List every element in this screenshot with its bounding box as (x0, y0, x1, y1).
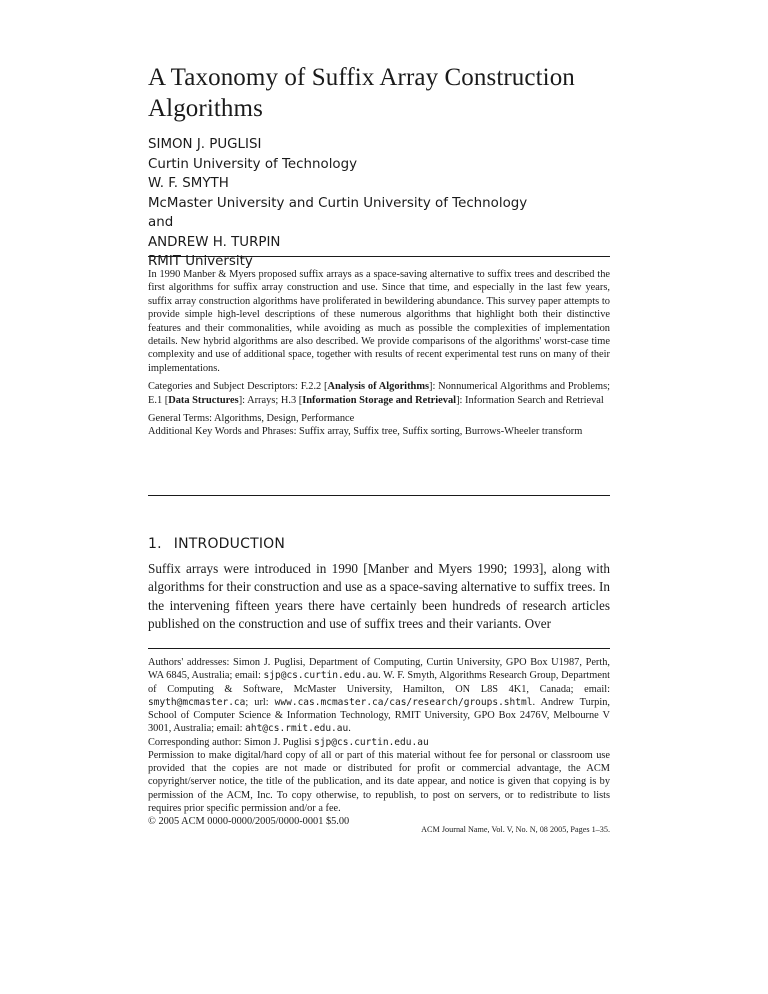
categories-label: Categories and Subject Descriptors: (148, 381, 298, 393)
key-words: Additional Key Words and Phrases: Suffix array, Suffix tree, Suffix sorting, Burrows-Wheeler transform (148, 426, 583, 438)
email-link[interactable]: sjp@cs.curtin.edu.au (263, 670, 379, 682)
category-name: Data Structures (168, 394, 239, 406)
abstract-block (148, 268, 610, 444)
journal-footer: ACM Journal Name, Vol. V, No. N, 08 2005, Pages 1–35. (421, 825, 610, 834)
email-link[interactable]: smyth@mcmaster.ca (148, 696, 246, 708)
category-text: ]: Arrays; (238, 394, 279, 406)
section-number: 1. (148, 536, 162, 552)
url-link[interactable]: www.cas.mcmaster.ca/cas/research/groups.shtml (274, 696, 533, 708)
author-name: W. F. SMYTH (148, 176, 229, 191)
section-title: INTRODUCTION (173, 536, 286, 552)
category-text: ]: Nonnumerical Algorithms and Problems; (429, 381, 610, 393)
footnote-block (148, 656, 610, 828)
address-text: . W. F. Smyth, Algorithms Research Group, Department of Computing & Software, McMaster University, Hamilton, ON L8S 4K1, Canada; email: (148, 670, 610, 695)
category-text: ]: Information Search and Retrieval (456, 394, 604, 406)
category-code: F.2.2 [ (300, 381, 328, 393)
category-code: H.3 [ (280, 394, 303, 406)
introduction-paragraph: Suffix arrays were introduced in 1990 [Manber and Myers 1990; 1993], along with algorithms for their construction and use as a space-saving alternative to suffix trees. In the intervening fifteen years there have certainly been hundreds of research articles published on the construction and use of suffix trees and their variants. Over (148, 561, 610, 631)
author-conjunction: and (148, 215, 174, 230)
author-name: ANDREW H. TURPIN (148, 234, 281, 250)
corresponding-label: Corresponding author: Simon J. Puglisi (148, 736, 312, 748)
footnote-rule (148, 648, 610, 649)
authors-addresses (148, 656, 610, 736)
abstract-top-rule (148, 256, 610, 257)
author-affiliation: RMIT University (148, 254, 253, 269)
address-text: . Andrew Turpin, School of Computer Science & Information Technology, RMIT University, GPO Box 2476V, Melbourne V 3001, Australia; email: (148, 696, 610, 735)
author-affiliation: Curtin University of Technology (148, 156, 358, 172)
section-heading (148, 536, 285, 552)
abstract-text: In 1990 Manber & Myers proposed suffix arrays as a space-saving alternative to suffix trees and described the first algorithms for suffix array construction and use. Since that time, and especially in the last few years, suffix array construction algorithms have proliferated in bewildering abundance. This survey paper attempts to provide simple high-level descriptions of these numerous algorithms that highlight both their distinctive features and their commonalities, while avoiding as much as possible the complexities of implementation details. New hybrid algorithms are also described. We provide comparisons of the algorithms' worst-case time complexity and use of additional space, together with results of recent experimental test runs on many of their implementations. (148, 269, 610, 374)
paper-title: A Taxonomy of Suffix Array Construction Algorithms (148, 64, 575, 122)
categories-descriptors (148, 380, 610, 407)
general-terms: General Terms: Algorithms, Design, Performance (148, 413, 355, 425)
email-link[interactable]: sjp@cs.curtin.edu.au (314, 736, 429, 748)
address-text: . (348, 723, 351, 735)
address-text: ; url: (245, 696, 269, 708)
email-link[interactable]: aht@cs.rmit.edu.au (245, 723, 349, 735)
author-block (148, 135, 527, 272)
permission-notice: Permission to make digital/hard copy of all or part of this material without fee for personal or classroom use provided that the copies are not made or distributed for profit or commercial advantage, the ACM copyright/server notice, the title of the publication, and its date appear, and notice is given that copying is by permission of the ACM, Inc. To copy otherwise, to republish, to post on servers, or to redistribute to lists requires prior specific permission and/or a fee. (148, 749, 610, 814)
author-name: SIMON J. PUGLISI (148, 137, 262, 152)
corresponding-author (148, 736, 610, 749)
copyright-notice: © 2005 ACM 0000-0000/2005/0000-0001 $5.00 (148, 816, 350, 827)
address-text: Authors' addresses: Simon J. Puglisi, Department of Computing, Curtin University, GPO Box U1987, Perth, WA 6845, Australia; email: (148, 657, 610, 682)
abstract-bottom-rule (148, 495, 610, 496)
category-code: E.1 [ (148, 394, 169, 406)
category-name: Analysis of Algorithms (327, 381, 430, 393)
author-affiliation: McMaster University and Curtin University of Technology (148, 195, 528, 211)
category-name: Information Storage and Retrieval (302, 394, 457, 406)
